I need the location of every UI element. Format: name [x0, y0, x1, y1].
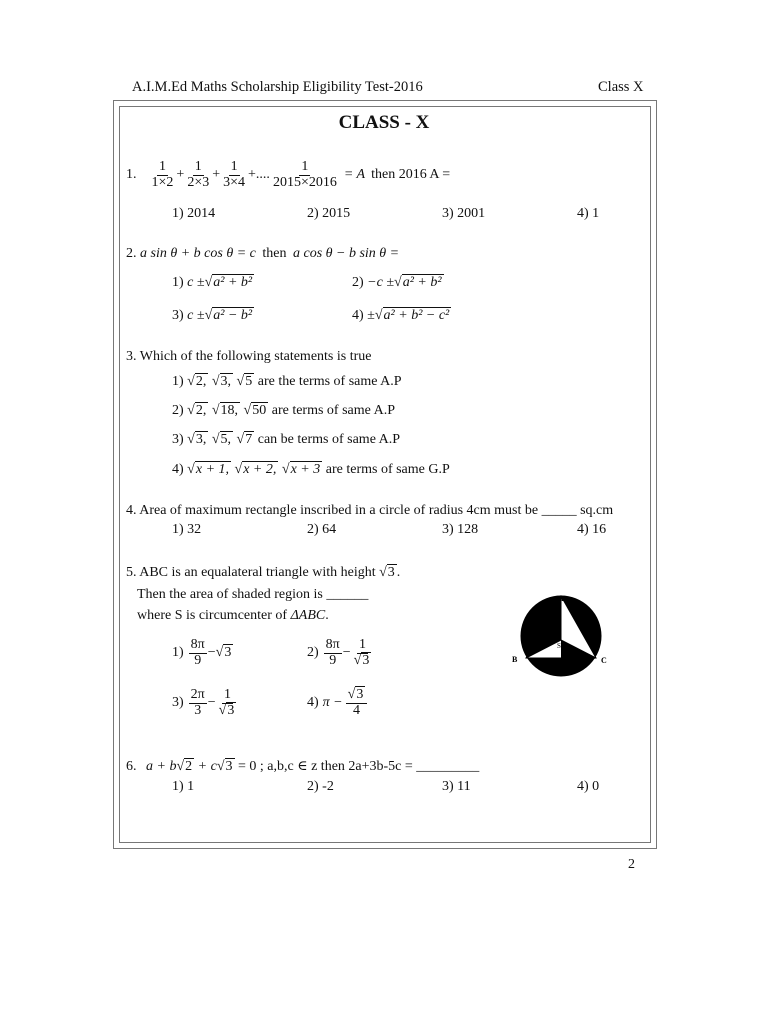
q1-option-4: 4) 1	[577, 206, 600, 221]
q5-option-1: 1) $\frac{8\pi}{9}$ − √3	[172, 637, 232, 668]
q4-option-4: 4) 16	[577, 522, 607, 537]
q4-option-3: 3) 128	[442, 522, 479, 537]
page-number: 2	[628, 857, 635, 872]
question-4-stem: 4. Area of maximum rectangle inscribed in a circle of radius 4cm must be _____ sq.cm	[126, 503, 614, 518]
question-5-line3: where S is circumcenter of ΔABC.	[137, 608, 329, 623]
question-6-stem: 6. a + b√2 + c√3 = 0 ; a,b,c ∈ z then 2a+3b-5c = _________	[126, 759, 480, 774]
q3-option-3: 3) √3, √5, √7 can be terms of same A.P	[172, 432, 401, 447]
q5-option-2: 2) $\frac{8\pi}{9}$ − $\frac{1}{√3}$	[307, 637, 370, 668]
label-b: B	[512, 655, 518, 664]
q1-option-2: 2) 2015	[307, 206, 351, 221]
question-2-stem: 2. a sin θ + b cos θ = c then a cos θ − b sin θ =	[126, 246, 400, 261]
circle-triangle-figure	[508, 590, 618, 690]
q3-option-4: 4) √x + 1, √x + 2, √x + 3 are terms of same G.P	[172, 462, 450, 477]
page-title: CLASS - X	[338, 112, 430, 133]
fraction: $\frac{1}{2\times 3}$	[187, 159, 210, 190]
fraction: $\frac{1}{3\times 4}$	[223, 159, 246, 190]
question-5-line2: Then the area of shaded region is ______	[137, 587, 369, 602]
fraction: $\frac{1}{1\times 2}$	[151, 159, 174, 190]
q2-option-2: 2) −c ±√a² + b²	[352, 275, 442, 290]
q5-option-3: 3) $\frac{2\pi}{3}$ − $\frac{1}{√3}$	[172, 687, 235, 718]
q6-option-3: 3) 11	[442, 779, 471, 794]
header-class: Class X	[598, 79, 644, 95]
q6-option-4: 4) 0	[577, 779, 600, 794]
q2-option-4: 4) ±√a² + b² − c²	[352, 308, 450, 323]
q1-option-3: 3) 2001	[442, 206, 486, 221]
q4-option-2: 2) 64	[307, 522, 337, 537]
label-a: A	[558, 594, 564, 603]
q6-option-1: 1) 1	[172, 779, 195, 794]
question-5-stem: 5. ABC is an equalateral triangle with height √3 .	[126, 565, 401, 580]
label-s: S	[557, 642, 561, 650]
q1-option-1: 1) 2014	[172, 206, 216, 221]
question-number: 1.	[126, 167, 137, 183]
q5-option-4: 4) π − $\frac{√3}{4}$	[307, 688, 368, 718]
question-1-stem: 1. $\frac{1}{1\times 2}$ + $\frac{1}{2\times 3}$ + $\frac{1}{3\times 4}$ +.... $\frac{1}{2015\times 2016}$ = A then 2016 A =	[126, 159, 451, 190]
header-title: A.I.M.Ed Maths Scholarship Eligibility Test-2016	[132, 79, 423, 95]
label-c: C	[601, 656, 607, 665]
fraction: $\frac{1}{2015\times 2016}$	[272, 159, 337, 190]
q2-option-1: 1) c ±√a² + b²	[172, 275, 253, 290]
q2-option-3: 3) c ±√a² − b²	[172, 308, 253, 323]
q3-option-1: 1) √2, √3, √5 are the terms of same A.P	[172, 374, 402, 389]
q3-option-2: 2) √2, √18, √50 are terms of same A.P	[172, 403, 395, 418]
q6-option-2: 2) -2	[307, 779, 334, 794]
q4-option-1: 1) 32	[172, 522, 202, 537]
question-3-stem: 3. Which of the following statements is true	[126, 349, 372, 364]
